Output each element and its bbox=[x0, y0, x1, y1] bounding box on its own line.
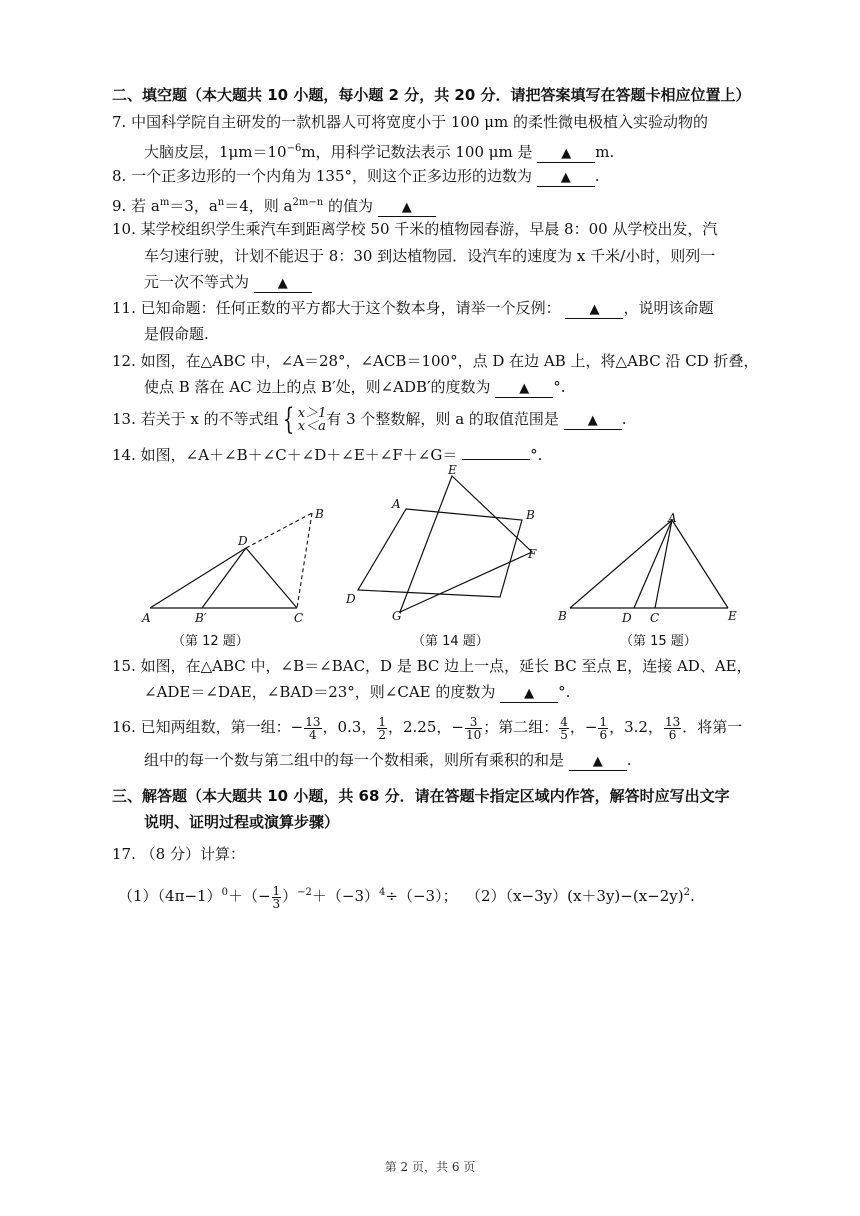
denominator: 6 bbox=[599, 727, 608, 742]
expression-text: . bbox=[689, 887, 695, 905]
fraction bbox=[664, 716, 681, 741]
denominator: 4 bbox=[309, 727, 317, 742]
question-text: . bbox=[594, 167, 600, 185]
question-8 bbox=[112, 166, 600, 187]
point-label: E bbox=[448, 463, 457, 477]
question-12-line1 bbox=[112, 351, 759, 371]
point-label: B bbox=[558, 609, 567, 623]
point-label: E bbox=[728, 609, 737, 623]
answer-triangle-icon: ▲ bbox=[592, 754, 603, 769]
question-text: 一个正多边形的一个内角为 135°，则这个正多边形的边数为 bbox=[131, 167, 532, 185]
figure-12 bbox=[140, 505, 340, 631]
numerator: 13 bbox=[664, 714, 681, 729]
question-text: °. bbox=[530, 446, 543, 464]
segment-AE bbox=[672, 520, 728, 608]
question-16-line2 bbox=[144, 750, 632, 771]
question-text: 中国科学院自主研发的一款机器人可将宽度小于 100 μm 的柔性微电极植入实验动物的 bbox=[131, 113, 709, 131]
inequality-row: x＞1 bbox=[297, 406, 327, 421]
exponent: 2m−n bbox=[292, 197, 324, 208]
question-11-line1 bbox=[112, 298, 713, 319]
answer-triangle-icon: ▲ bbox=[561, 146, 572, 161]
expression-text: （2）（x−3y）(x＋3y)−(x−2y) bbox=[466, 887, 684, 905]
answer-blank[interactable] bbox=[254, 274, 312, 293]
point-label: D bbox=[346, 592, 356, 606]
point-label: D bbox=[622, 611, 632, 625]
exponent: 2 bbox=[683, 887, 690, 898]
exponent: m bbox=[159, 197, 170, 208]
question-text: 已知命题：任何正数的平方都大于这个数本身，请举一个反例： bbox=[140, 299, 561, 317]
point-label: G bbox=[392, 609, 402, 622]
denominator: 6 bbox=[668, 727, 677, 742]
question-10-line2: 车匀速行驶，计划不能迟于 8：30 到达植物园．设汽车的速度为 x 千米/小时，则列一 bbox=[144, 247, 716, 265]
fraction bbox=[272, 885, 282, 910]
fraction bbox=[598, 716, 608, 741]
question-text: 使点 B 落在 AC 边上的点 B′处，则∠ADB′的度数为 bbox=[144, 378, 491, 396]
question-13 bbox=[112, 404, 626, 435]
denominator: 2 bbox=[378, 727, 386, 742]
segment-AD bbox=[634, 520, 672, 608]
answer-blank[interactable] bbox=[537, 168, 595, 187]
answer-blank[interactable] bbox=[500, 684, 558, 703]
question-number: 17. bbox=[112, 845, 136, 863]
question-text: ＝4，则 a bbox=[224, 197, 293, 215]
question-text: ＝3，a bbox=[169, 197, 218, 215]
point-label: B bbox=[315, 507, 324, 521]
answer-triangle-icon: ▲ bbox=[277, 276, 288, 291]
question-7-line1 bbox=[112, 112, 708, 132]
question-10-line3 bbox=[144, 272, 312, 293]
page-footer: 第 2 页，共 6 页 bbox=[384, 1160, 476, 1174]
question-text: ∠ADE＝∠DAE，∠BAD＝23°，则∠CAE 的度数为 bbox=[144, 683, 496, 701]
question-text: 某学校组织学生乘汽车到距离学校 50 千米的植物园春游，早晨 8：00 从学校出发，汽 bbox=[140, 220, 718, 238]
question-text: ；第二组： bbox=[483, 718, 559, 736]
question-text: ，− bbox=[569, 718, 598, 736]
question-15-line1 bbox=[112, 656, 752, 676]
question-number: 15. bbox=[112, 657, 136, 675]
question-text: ，0.3， bbox=[322, 718, 377, 736]
question-text: 大脑皮层，1μm＝10 bbox=[144, 143, 287, 161]
triangle-EFG bbox=[400, 476, 532, 612]
question-number: 16. bbox=[112, 718, 136, 736]
denominator: 5 bbox=[560, 727, 568, 742]
question-number: 14. bbox=[112, 446, 136, 464]
question-number: 8. bbox=[112, 167, 127, 185]
point-label: A bbox=[142, 611, 151, 625]
expression-text: （1）（4π−1） bbox=[118, 887, 222, 905]
point-label: A bbox=[668, 512, 677, 525]
question-text: ．将第一 bbox=[682, 718, 743, 736]
question-9 bbox=[112, 193, 436, 217]
segment-AB bbox=[570, 520, 672, 608]
answer-triangle-icon: ▲ bbox=[519, 381, 530, 396]
question-number: 9. bbox=[112, 197, 127, 215]
point-label: D bbox=[238, 534, 248, 548]
denominator: 3 bbox=[272, 896, 281, 911]
question-text: 如图，在△ABC 中，∠B＝∠BAC，D 是 BC 边上一点，延长 BC 至点 E，连接 AD、AE， bbox=[140, 657, 752, 675]
question-text: ，说明该命题 bbox=[623, 299, 714, 317]
exponent: 4 bbox=[379, 887, 386, 898]
question-text: m，用科学记数法表示 100 μm 是 bbox=[301, 143, 533, 161]
expression-text: ） bbox=[282, 887, 298, 905]
fraction bbox=[377, 716, 387, 741]
numerator: 3 bbox=[465, 716, 482, 729]
inequality-system bbox=[279, 402, 327, 437]
answer-triangle-icon: ▲ bbox=[401, 200, 412, 215]
question-text: ，3.2， bbox=[609, 718, 663, 736]
point-label: C bbox=[294, 611, 304, 625]
question-17-part2 bbox=[466, 878, 695, 911]
numerator: 1 bbox=[599, 714, 608, 729]
figure-15-caption: （第 15 题） bbox=[620, 634, 697, 649]
question-text: 若关于 x 的不等式组 bbox=[140, 410, 279, 428]
question-text: °. bbox=[553, 378, 566, 396]
answer-blank[interactable] bbox=[564, 411, 622, 430]
question-text: ，2.25，− bbox=[388, 718, 464, 736]
question-17-header bbox=[112, 844, 245, 864]
point-label: C bbox=[650, 611, 660, 625]
expression-text: ＋（− bbox=[227, 887, 271, 905]
question-text: 如图，在△ABC 中，∠A＝28°，∠ACB＝100°，点 D 在边 AB 上，将△ABC 沿 CD 折叠， bbox=[140, 352, 759, 370]
exponent: −6 bbox=[286, 143, 302, 154]
question-text: 元一次不等式为 bbox=[144, 273, 250, 291]
expression-text: ＋（−3） bbox=[311, 887, 380, 905]
numerator: 1 bbox=[272, 883, 281, 898]
question-10-line1 bbox=[112, 219, 717, 239]
question-17-part1 bbox=[118, 878, 458, 911]
question-text: 若 a bbox=[131, 197, 160, 215]
fraction bbox=[559, 716, 569, 741]
fraction bbox=[304, 716, 321, 741]
question-7-line2 bbox=[144, 139, 614, 163]
point-label: B′ bbox=[195, 611, 207, 625]
question-text: 的值为 bbox=[323, 197, 373, 215]
question-12-line2 bbox=[144, 377, 566, 398]
answer-triangle-icon: ▲ bbox=[589, 302, 600, 317]
section-3-title-line2: 说明、证明过程或演算步骤） bbox=[144, 813, 340, 831]
question-number: 7. bbox=[112, 113, 127, 131]
question-text: 如图，∠A＋∠B＋∠C＋∠D＋∠E＋∠F＋∠G＝ bbox=[140, 446, 458, 464]
figure-14 bbox=[340, 462, 550, 626]
exponent: n bbox=[217, 197, 225, 208]
exponent: −2 bbox=[297, 887, 312, 898]
question-text: m. bbox=[595, 143, 615, 161]
segment-DB-prime bbox=[202, 548, 246, 608]
figure-12-caption: （第 12 题） bbox=[172, 634, 249, 649]
quadrilateral-ABCD bbox=[358, 509, 522, 597]
question-text: . bbox=[626, 751, 632, 769]
left-brace: { bbox=[282, 402, 294, 437]
numerator: 1 bbox=[378, 714, 386, 729]
figure-14-svg bbox=[340, 462, 550, 622]
question-16-line1 bbox=[112, 712, 742, 742]
question-number: 11. bbox=[112, 299, 136, 317]
question-text: . bbox=[621, 410, 627, 428]
answer-blank[interactable] bbox=[378, 198, 436, 217]
answer-triangle-icon: ▲ bbox=[560, 170, 571, 185]
question-text: 有 3 个整数解，则 a 的取值范围是 bbox=[326, 410, 559, 428]
answer-blank[interactable] bbox=[537, 144, 595, 163]
answer-blank[interactable] bbox=[569, 752, 627, 771]
question-text: 组中的每一个数与第二组中的每一个数相乘，则所有乘积的和是 bbox=[144, 751, 565, 769]
exponent: 0 bbox=[221, 887, 228, 898]
question-text: 已知两组数，第一组：− bbox=[140, 718, 304, 736]
section-2-title: 二、填空题（本大题共 10 小题，每小题 2 分，共 20 分．请把答案填写在答题卡相应位置上） bbox=[112, 86, 751, 104]
inequality-row: x＜a bbox=[297, 419, 326, 434]
answer-triangle-icon: ▲ bbox=[587, 413, 598, 428]
dashed-BC bbox=[297, 513, 312, 608]
dashed-DB bbox=[246, 513, 312, 548]
numerator: 4 bbox=[560, 714, 568, 729]
point-label: F bbox=[528, 547, 537, 561]
denominator: 10 bbox=[465, 727, 482, 742]
numerator: 13 bbox=[305, 714, 321, 729]
question-15-line2 bbox=[144, 682, 570, 703]
segment-DC bbox=[246, 548, 297, 608]
answer-blank[interactable] bbox=[462, 459, 530, 460]
answer-blank[interactable] bbox=[495, 379, 553, 398]
question-11-line2: 是假命题. bbox=[144, 325, 209, 343]
figure-15-svg bbox=[556, 512, 746, 627]
question-number: 12. bbox=[112, 352, 136, 370]
figure-14-caption: （第 14 题） bbox=[412, 634, 489, 649]
expression-text: ÷（−3）； bbox=[385, 887, 458, 905]
point-label: A bbox=[392, 497, 401, 511]
answer-triangle-icon: ▲ bbox=[524, 686, 535, 701]
point-label: B bbox=[526, 508, 535, 522]
segment-AD bbox=[150, 548, 246, 608]
answer-blank[interactable] bbox=[565, 300, 623, 319]
question-number: 13. bbox=[112, 410, 136, 428]
fraction bbox=[465, 716, 482, 741]
figure-15 bbox=[556, 512, 746, 631]
section-3-title-line1: 三、解答题（本大题共 10 小题，共 68 分．请在答题卡指定区域内作答，解答时应写出文字 bbox=[112, 787, 730, 805]
figure-12-svg bbox=[140, 505, 340, 627]
question-number: 10. bbox=[112, 220, 136, 238]
question-text: （8 分）计算： bbox=[140, 845, 245, 863]
question-text: °. bbox=[558, 683, 571, 701]
